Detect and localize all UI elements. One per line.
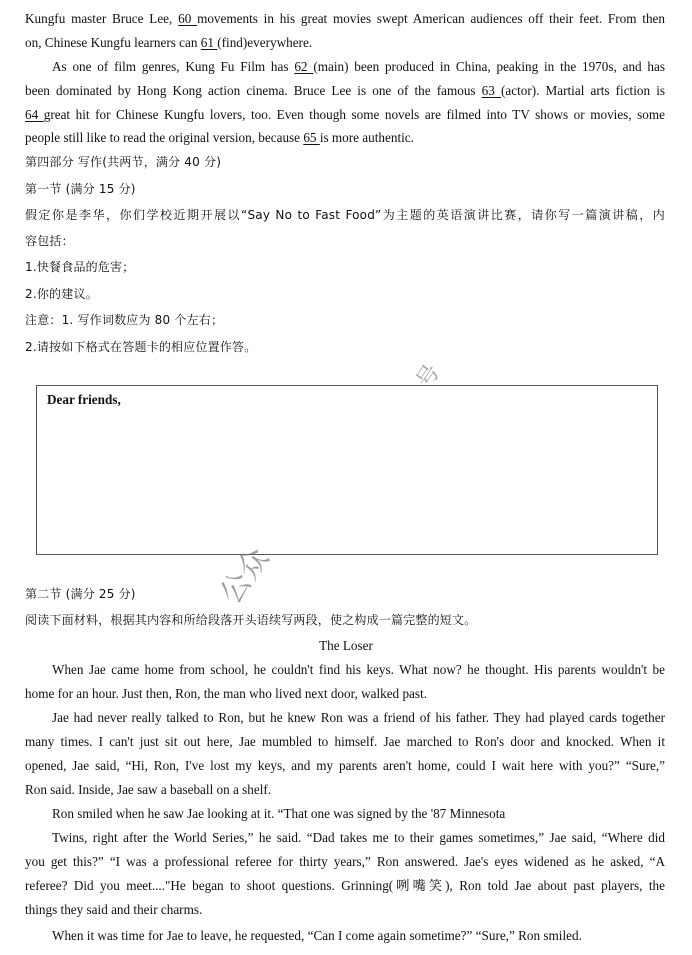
blank-64: 64 <box>25 107 44 122</box>
story-p3-line-1: Ron smiled when he saw Jae looking at it. “That one was signed by the '87 Minnesota <box>52 806 506 821</box>
content-item-1: 1.快餐食品的危害； <box>25 260 135 274</box>
story-p4-line-1: Twins, right after the World Series,” he said. “Dad takes me to their games sometimes,” Jae said, “Where did <box>52 830 665 845</box>
section1-heading: 第一节 (满分 15 分) <box>25 182 136 196</box>
story-p4-line-2: you get this?” “I was a professional referee for thirty years,” Ron answered. Jae's eyes widened as he asked, “A <box>25 854 665 869</box>
blank-65: 65 <box>303 130 320 145</box>
story-p2-line-1: Jae had never really talked to Ron, but he knew Ron was a friend of his father. They had played cards together <box>52 710 665 725</box>
blank-62: 62 <box>294 59 314 74</box>
passage-line-4: been dominated by Hong Kong action cinema. Bruce Lee is one of the famous 63 (actor). Martial arts fiction is <box>25 83 665 98</box>
answer-box <box>36 385 658 555</box>
story-title: The Loser <box>319 638 373 653</box>
story-p2-line-4: Ron said. Inside, Jae saw a baseball on a shelf. <box>25 782 272 797</box>
blank-60: 60 <box>178 11 198 26</box>
blank-61: 61 <box>200 35 218 50</box>
story-p4-line-4: things they said and their charms. <box>25 902 203 917</box>
content-item-2: 2.你的建议。 <box>25 287 98 301</box>
prompt-line-1: 假定你是李华，你们学校近期开展以“Say No to Fast Food”为主题的英语演讲比赛，请你写一篇演讲稿，内 <box>25 208 665 222</box>
story-p1-line-1: When Jae came home from school, he couldn't find his keys. What now? he thought. His parents wouldn't be <box>52 662 665 677</box>
prompt-line-2: 容包括： <box>25 234 74 248</box>
box-greeting: Dear friends, <box>47 392 121 407</box>
passage-line-1: Kungfu master Bruce Lee, 60 movements in his great movies swept American audiences off their feet. From then <box>25 11 665 26</box>
note-line-2: 2.请按如下格式在答题卡的相应位置作答。 <box>25 340 257 354</box>
story-p1-line-2: home for an hour. Just then, Ron, the man who lived next door, walked past. <box>25 686 427 701</box>
story-p5-line-1: When it was time for Jae to leave, he requested, “Can I come again sometime?” “Sure,” Ron smiled. <box>52 928 582 943</box>
story-p2-line-2: many times. I can't just sit out here, Jae mumbled to himself. Jae marched to Ron's door and knocked. When it <box>25 734 665 749</box>
watermark-text-small: 号 <box>412 360 446 393</box>
section2-heading: 第二节 (满分 25 分) <box>25 587 136 601</box>
passage-line-3: As one of film genres, Kung Fu Film has 62 (main) been produced in China, peaking in the 1970s, and has <box>52 59 666 74</box>
part4-heading: 第四部分 写作(共两节，满分 40 分) <box>25 155 222 169</box>
passage-line-5: 64 great hit for Chinese Kungfu lovers, too. Even though some novels are filmed into TV shows or movies, some <box>25 107 665 122</box>
passage-line-2: on, Chinese Kungfu learners can 61 (find)everywhere. <box>25 35 313 50</box>
story-p2-line-3: opened, Jae said, “Hi, Ron, I've lost my keys, and my parents aren't home, could I wait here with you?” “Sure,” <box>25 758 665 773</box>
passage-line-6: people still like to read the original version, because 65 is more authentic. <box>25 130 414 145</box>
blank-63: 63 <box>481 83 501 98</box>
prompt-line-3: 阅读下面材料，根据其内容和所给段落开头语续写两段，使之构成一篇完整的短文。 <box>25 613 477 627</box>
watermark-text: 公众 <box>213 541 277 611</box>
story-p4-line-3: referee? Did you meet...."He began to shoot questions. Grinning(咧嘴笑), Ron told Jae about past players, the <box>25 878 665 893</box>
note-line-1: 注意：1. 写作词数应为 80 个左右； <box>25 313 224 327</box>
